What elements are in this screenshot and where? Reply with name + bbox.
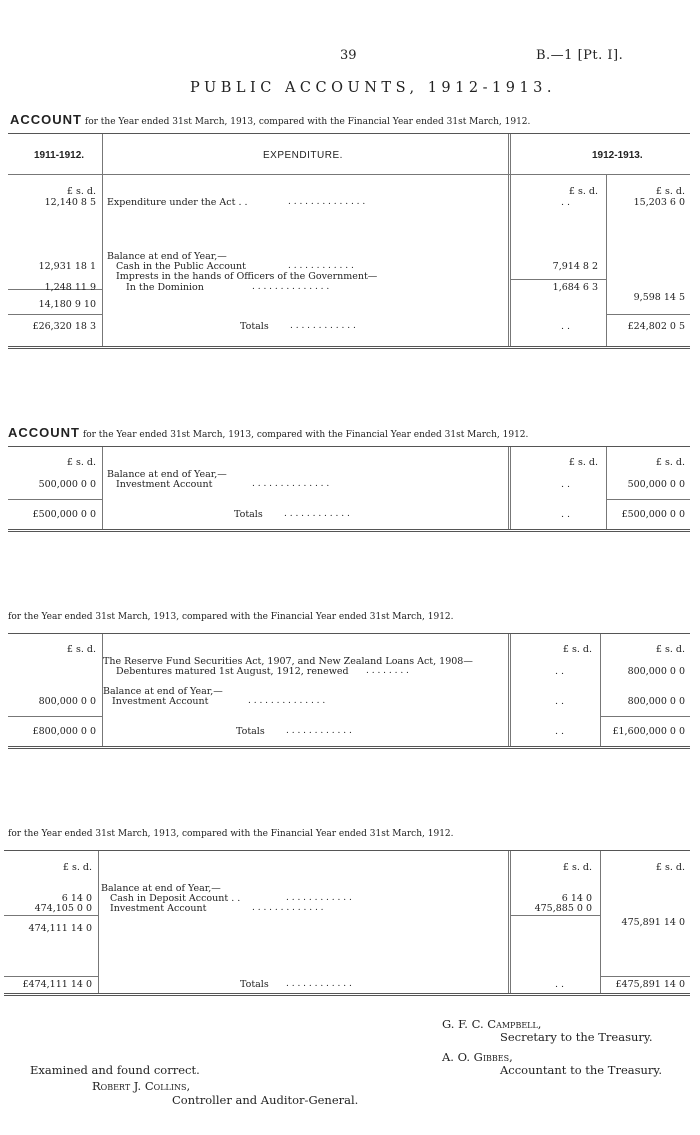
account2-heading bbox=[8, 425, 528, 440]
account2-investment-curr2: 500,000 0 0 bbox=[627, 479, 685, 490]
account4-unit-curr2: £ s. d. bbox=[655, 862, 685, 873]
account3-heading: for the Year ended 31st March, 1913, compared with the Financial Year ended 31st March, 1912. bbox=[8, 612, 454, 622]
account2-investment-desc: Investment Account bbox=[116, 479, 213, 490]
account1-row1-prev: 12,140 8 5 bbox=[44, 197, 96, 208]
account4-investment-dots: . . . . . . . . . . . . . bbox=[252, 903, 324, 913]
account2-totals-label: Totals bbox=[234, 509, 263, 520]
account1-dominion-desc: In the Dominion bbox=[126, 282, 204, 293]
account4-totals-dots: . . . . . . . . . . . . bbox=[286, 979, 352, 989]
account3-investment-prev: 800,000 0 0 bbox=[38, 696, 96, 707]
account3-debentures-dots: . . . . . . . . bbox=[366, 666, 409, 676]
account4-investment-prev: 474,105 0 0 bbox=[34, 903, 92, 914]
account1-dominion-curr1: 1,684 6 3 bbox=[552, 282, 598, 293]
account2-balance-label: Balance at end of Year,— bbox=[107, 469, 227, 480]
account1-cash-curr1: 7,914 8 2 bbox=[552, 261, 598, 272]
account1-totals-prev: £26,320 18 3 bbox=[32, 321, 96, 332]
account4-totals-prev: £474,111 14 0 bbox=[22, 979, 92, 990]
account4-heading: for the Year ended 31st March, 1913, compared with the Financial Year ended 31st March, 1912. bbox=[8, 829, 454, 839]
account2-investment-dots: . . . . . . . . . . . . . . bbox=[252, 479, 330, 489]
account1-totals-curr1: . . bbox=[560, 321, 570, 332]
account1-totals-label: Totals bbox=[240, 321, 269, 332]
account1-balance-label: Balance at end of Year,— bbox=[107, 251, 227, 262]
account1-heading bbox=[10, 112, 530, 127]
account1-label: ACCOUNT bbox=[10, 112, 82, 127]
account3-table bbox=[8, 633, 690, 749]
account3-unit-prev: £ s. d. bbox=[66, 644, 96, 655]
account3-investment-dots: . . . . . . . . . . . . . . bbox=[248, 696, 326, 706]
account3-unit-curr2: £ s. d. bbox=[655, 644, 685, 655]
account1-cash-dots: . . . . . . . . . . . . bbox=[288, 261, 354, 271]
page-title: PUBLIC ACCOUNTS, 1912-1913. bbox=[190, 80, 557, 96]
account3-debentures-desc: Debentures matured 1st August, 1912, renewed bbox=[116, 666, 349, 677]
account4-subtotal-curr: 475,891 14 0 bbox=[621, 917, 685, 928]
account2-unit-curr1: £ s. d. bbox=[568, 457, 598, 468]
account4-unit-prev: £ s. d. bbox=[62, 862, 92, 873]
account2-investment-prev: 500,000 0 0 bbox=[38, 479, 96, 490]
account3-unit-curr1: £ s. d. bbox=[562, 644, 592, 655]
account1-subtotal-curr: 9,598 14 5 bbox=[633, 292, 685, 303]
account1-subtotal-prev: 14,180 9 10 bbox=[38, 299, 96, 310]
account2-investment-curr1: . . bbox=[560, 479, 570, 490]
account3-act-label: The Reserve Fund Securities Act, 1907, and New Zealand Loans Act, 1908— bbox=[103, 656, 473, 667]
account3-totals-prev: £800,000 0 0 bbox=[32, 726, 96, 737]
account1-col-prev: 1911-1912. bbox=[34, 150, 85, 161]
signature-collins-title: Controller and Auditor-General. bbox=[172, 1093, 359, 1107]
account1-unit-prev: £ s. d. bbox=[66, 186, 96, 197]
account2-unit-prev: £ s. d. bbox=[66, 457, 96, 468]
account4-subtotal-prev: 474,111 14 0 bbox=[28, 923, 92, 934]
account1-row1-dots: . . . . . . . . . . . . . . bbox=[288, 197, 366, 207]
account3-investment-curr1: . . bbox=[554, 696, 564, 707]
account3-totals-curr2: £1,600,000 0 0 bbox=[612, 726, 685, 737]
account1-row1-desc: Expenditure under the Act . . bbox=[107, 197, 248, 208]
account3-totals-label: Totals bbox=[236, 726, 265, 737]
document-reference: B.—1 [Pt. I]. bbox=[536, 48, 624, 63]
account4-deposit-dots: . . . . . . . . . . . . bbox=[286, 893, 352, 903]
account3-investment-curr2: 800,000 0 0 bbox=[627, 696, 685, 707]
account4-unit-curr1: £ s. d. bbox=[562, 862, 592, 873]
account2-table bbox=[8, 446, 690, 532]
account1-row1-curr2: 15,203 6 0 bbox=[633, 197, 685, 208]
examined-statement: Examined and found correct. bbox=[30, 1063, 200, 1077]
account3-totals-dots: . . . . . . . . . . . . bbox=[286, 726, 352, 736]
account1-cash-desc: Cash in the Public Account bbox=[116, 261, 246, 272]
account4-totals-label: Totals bbox=[240, 979, 269, 990]
signature-campbell-title: Secretary to the Treasury. bbox=[500, 1030, 653, 1044]
account3-balance-label: Balance at end of Year,— bbox=[103, 686, 223, 697]
account1-totals-dots: . . . . . . . . . . . . bbox=[290, 321, 356, 331]
signature-campbell-name: G. F. C. Campbell, bbox=[442, 1017, 542, 1031]
signature-gibbes-name: A. O. Gibbes, bbox=[442, 1050, 513, 1064]
account4-deposit-prev: 6 14 0 bbox=[61, 893, 92, 904]
account2-totals-curr2: £500,000 0 0 bbox=[621, 509, 685, 520]
account3-debentures-curr2: 800,000 0 0 bbox=[627, 666, 685, 677]
signature-gibbes-title: Accountant to the Treasury. bbox=[500, 1063, 663, 1077]
account4-deposit-curr1: 6 14 0 bbox=[561, 893, 592, 904]
account1-cash-prev: 12,931 18 1 bbox=[38, 261, 96, 272]
account1-totals-curr2: £24,802 0 5 bbox=[627, 321, 685, 332]
account4-deposit-desc: Cash in Deposit Account . . bbox=[110, 893, 241, 904]
account1-col-curr: 1912-1913. bbox=[592, 150, 643, 161]
account2-label: ACCOUNT bbox=[8, 425, 80, 440]
account3-debentures-curr1: . . bbox=[554, 666, 564, 677]
account2-unit-curr2: £ s. d. bbox=[655, 457, 685, 468]
account2-totals-curr1: . . bbox=[560, 509, 570, 520]
account2-totals-dots: . . . . . . . . . . . . bbox=[284, 509, 350, 519]
account4-table bbox=[4, 850, 690, 996]
account1-dominion-prev: 1,248 11 9 bbox=[44, 282, 96, 293]
account1-dominion-dots: . . . . . . . . . . . . . . bbox=[252, 282, 330, 292]
account2-heading-text: for the Year ended 31st March, 1913, compared with the Financial Year ended 31st March, 1912. bbox=[82, 430, 529, 440]
account1-imprests-label: Imprests in the hands of Officers of the Government— bbox=[116, 271, 378, 282]
account4-totals-curr2: £475,891 14 0 bbox=[615, 979, 685, 990]
account2-totals-prev: £500,000 0 0 bbox=[32, 509, 96, 520]
account1-col-desc: EXPENDITURE. bbox=[263, 150, 343, 161]
account1-unit-curr2: £ s. d. bbox=[655, 186, 685, 197]
account4-balance-label: Balance at end of Year,— bbox=[101, 883, 221, 894]
account4-investment-desc: Investment Account bbox=[110, 903, 207, 914]
page-number: 39 bbox=[340, 48, 357, 63]
account3-totals-curr1: . . bbox=[554, 726, 564, 737]
account1-heading-text: for the Year ended 31st March, 1913, compared with the Financial Year ended 31st March, 1912. bbox=[84, 117, 531, 127]
account3-investment-desc: Investment Account bbox=[112, 696, 209, 707]
account4-totals-curr1: . . bbox=[554, 979, 564, 990]
account4-investment-curr1: 475,885 0 0 bbox=[534, 903, 592, 914]
signature-collins-name: Robert J. Collins, bbox=[92, 1079, 191, 1093]
account1-row1-curr1: . . bbox=[560, 197, 570, 208]
account1-table bbox=[8, 133, 690, 349]
account1-unit-curr1: £ s. d. bbox=[568, 186, 598, 197]
